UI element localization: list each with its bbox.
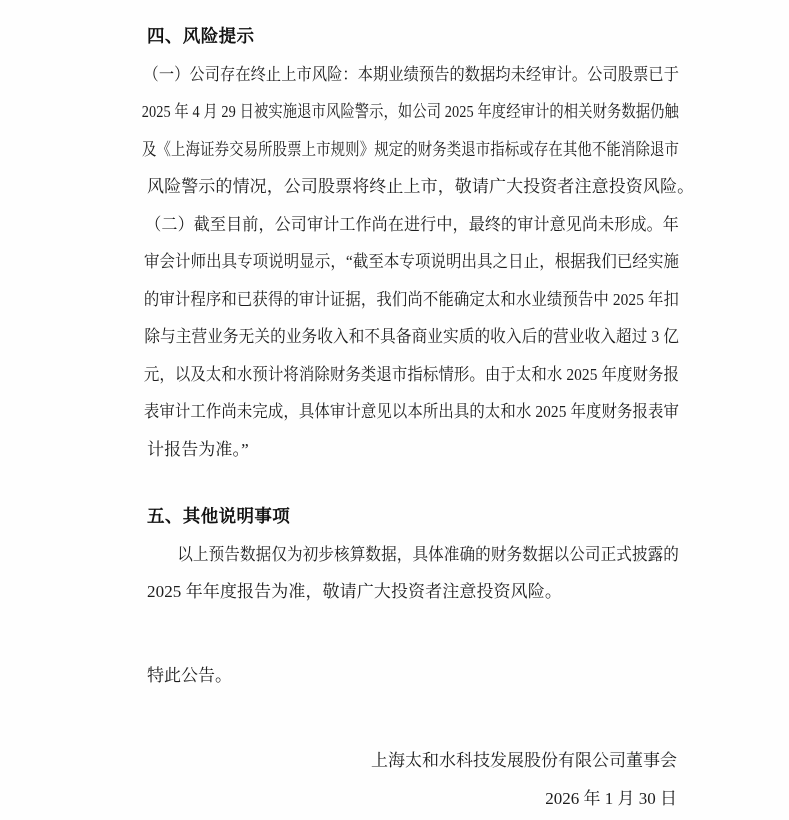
signature-block <box>114 742 679 817</box>
text-line: 以上预告数据仅为初步核算数据，具体准确的财务数据以公司正式披露的 <box>177 544 679 564</box>
paragraph-closing-data <box>114 536 679 611</box>
section-heading-four: 四、风险提示 <box>147 26 255 46</box>
section-spacer <box>114 468 679 498</box>
text-line: 除与主营业务无关的业务收入和不具备商业实质的收入后的营业收入超过 3 亿 <box>144 327 680 346</box>
signature-date: 2026 年 1 月 30 日 <box>545 788 677 808</box>
text-line: （一）公司存在终止上市风险：本期业绩预告的数据均未经审计。公司股票已于 <box>143 64 680 84</box>
paragraph-item-two <box>114 206 679 469</box>
paragraph-item-one <box>114 56 695 206</box>
document-body <box>114 18 695 694</box>
signature-company: 上海太和水科技发展股份有限公司董事会 <box>371 751 677 770</box>
closing-statement: 特此公告。 <box>147 665 232 685</box>
text-line: 风险警示的情况，公司股票将终止上市，敬请广大投资者注意投资风险。 <box>147 177 695 196</box>
text-line: 2025 年年度报告为准，敬请广大投资者注意投资风险。 <box>147 582 562 601</box>
text-line: 2025 年 4 月 29 日被实施退市风险警示，如公司 2025 年度经审计的相关财务数据仍触 <box>141 102 679 121</box>
text-line: 计报告为准。” <box>147 439 249 459</box>
text-line: 及《上海证券交易所股票上市规则》规定的财务类退市指标或存在其他不能消除退市 <box>142 139 679 159</box>
text-line: 审会计师出具专项说明显示，“截至本专项说明出具之日止，根据我们已经实施 <box>143 252 680 271</box>
section-heading-five: 五、其他说明事项 <box>147 506 291 526</box>
text-line: 的审计程序和已获得的审计证据，我们尚不能确定太和水业绩预告中 2025 年扣 <box>143 289 679 309</box>
closing-spacer <box>114 611 679 657</box>
text-line: 表审计工作尚未完成，具体审计意见以本所出具的太和水 2025 年度财务报表审 <box>143 402 679 421</box>
text-line: （二）截至目前，公司审计工作尚在进行中，最终的审计意见尚未形成。年 <box>145 214 679 234</box>
text-line: 元，以及太和水预计将消除财务类退市指标情形。由于太和水 2025 年度财务报 <box>143 364 679 384</box>
